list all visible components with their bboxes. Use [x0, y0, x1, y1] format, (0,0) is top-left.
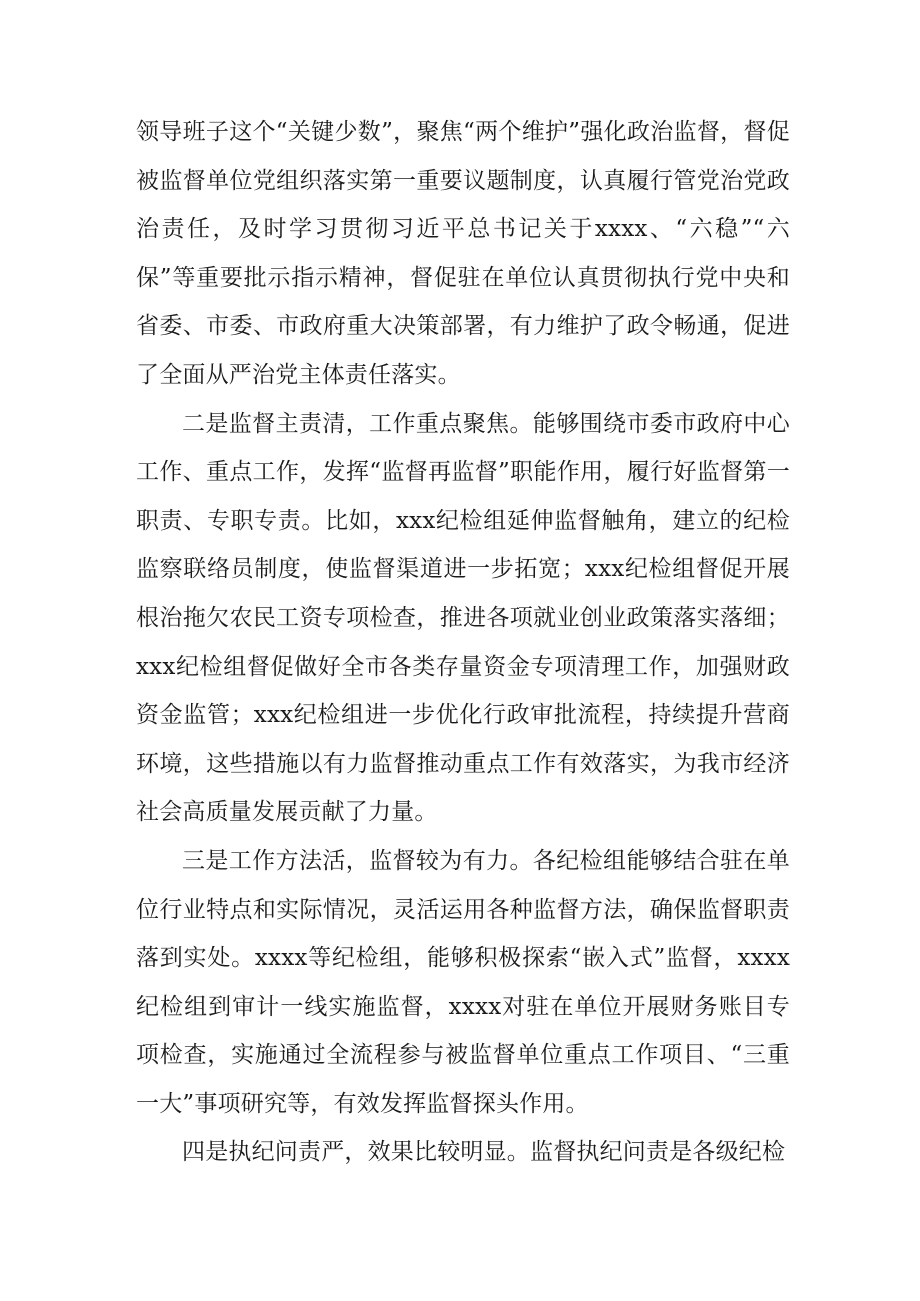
paragraph-3: 三是工作方法活，监督较为有力。各纪检组能够结合驻在单位行业特点和实际情况，灵活运用各种监督方法，确保监督职责落到实处。xxxx等纪检组，能够积极探索“嵌入式”监督，xxxx纪检组到审计一线实施监督，xxxx对驻在单位开展财务账目专项检查，实施通过全流程参与被监督单位重点工作项目、“三重一大”事项研究等，有效发挥监督探头作用。 — [136, 847, 790, 1117]
paragraph-1: 领导班子这个“关键少数”，聚焦“两个维护”强化政治监督，督促被监督单位党组织落实第一重要议题制度，认真履行管党治党政治责任，及时学习贯彻习近平总书记关于xxxx、“六稳”“六保”等重要批示指示精神，督促驻在单位认真贯彻执行党中央和省委、市委、市政府重大决策部署，有力维护了政令畅通，促进了全面从严治党主体责任落实。 — [136, 119, 790, 388]
document-body — [136, 108, 790, 1177]
paragraph-4: 四是执纪问责严，效果比较明显。监督执纪问责是各级纪检 — [182, 1139, 786, 1166]
paragraph-2: 二是监督主责清，工作重点聚焦。能够围绕市委市政府中心工作、重点工作，发挥“监督再监督”职能作用，履行好监督第一职责、专职专责。比如，xxx纪检组延伸监督触角，建立的纪检监察联络员制度，使监督渠道进一步拓宽；xxx纪检组督促开展根治拖欠农民工资专项检查，推进各项就业创业政策落实落细；xxx纪检组督促做好全市各类存量资金专项清理工作，加强财政资金监管；xxx纪检组进一步优化行政审批流程，持续提升营商环境，这些措施以有力监督推动重点工作有效落实，为我市经济社会高质量发展贡献了力量。 — [136, 410, 790, 826]
